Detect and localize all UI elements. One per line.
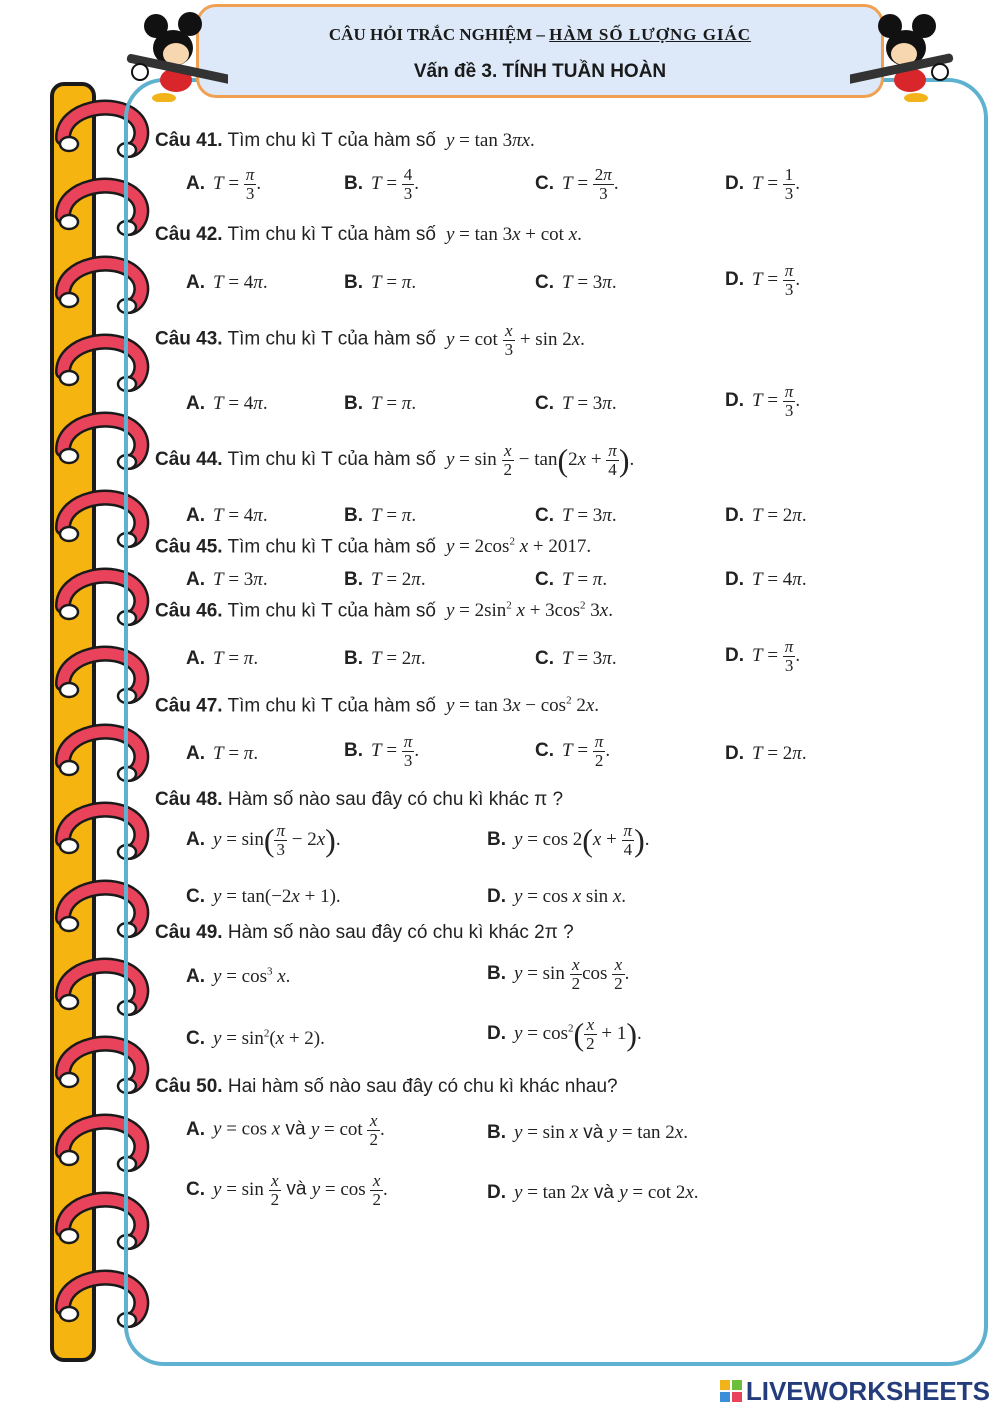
- option-43-a[interactable]: A. T = 4π.: [186, 393, 268, 414]
- option-41-c[interactable]: C. T = $\frac{2\pi}{3}$ .: [535, 165, 619, 203]
- option-43-c[interactable]: C. T = 3π.: [535, 393, 617, 414]
- question-41-expr: y = tan 3πx.: [445, 130, 535, 151]
- question-44: Câu 44. Tìm chu kì T của hàm số y = sin $\frac{x}{2}$ − tan(2x + $\frac{\pi}{4}$ ).: [155, 441, 635, 479]
- option-42-b[interactable]: B. T = π.: [344, 272, 417, 293]
- option-48-d[interactable]: D. y = cos x sin x.: [487, 886, 627, 907]
- topic-title: HÀM SỐ LƯỢNG GIÁC: [549, 25, 752, 44]
- option-50-a[interactable]: A. y = cos x và y = cot $\frac{x}{2}$ .: [186, 1111, 385, 1149]
- option-45-d[interactable]: D. T = 4π.: [725, 569, 807, 590]
- option-47-a[interactable]: A. T = π.: [186, 743, 259, 764]
- liveworksheets-logo-icon: [720, 1380, 742, 1402]
- option-47-d[interactable]: D. T = 2π.: [725, 743, 807, 764]
- question-47: Câu 47. Tìm chu kì T của hàm số $y = \tan 3x - \cos^2 2x$.: [155, 695, 599, 717]
- section-title: Vấn đề 3. TÍNH TUẦN HOÀN: [413, 61, 667, 82]
- option-47-b[interactable]: B. T = $\frac{\pi}{3}$ .: [344, 732, 420, 770]
- option-49-b[interactable]: B. y = sin $\frac{x}{2}$ cos $\frac{x}{2}$ .: [487, 955, 630, 993]
- question-42: Câu 42. Tìm chu kì T của hàm số y = tan 3x + cot x.: [155, 224, 582, 245]
- option-43-b[interactable]: B. T = π.: [344, 393, 417, 414]
- option-47-c[interactable]: C. T = $\frac{\pi}{2}$ .: [535, 732, 611, 770]
- option-46-c[interactable]: C. T = 3π.: [535, 648, 617, 669]
- option-50-b[interactable]: B. y = sin x và y = tan 2x.: [487, 1122, 688, 1143]
- option-48-b[interactable]: B. y = cos 2(x + $\frac{\pi}{4}$ ).: [487, 821, 650, 859]
- option-43-d[interactable]: D. T = $\frac{\pi}{3}$ .: [725, 382, 801, 420]
- option-46-d[interactable]: D. T = $\frac{\pi}{3}$ .: [725, 637, 801, 675]
- option-44-a[interactable]: A. T = 4π.: [186, 505, 268, 526]
- option-41-b[interactable]: B. T = $\frac{4}{3}$ .: [344, 165, 420, 203]
- question-50: Câu 50. Hai hàm số nào sau đây có chu kì khác nhau?: [155, 1076, 618, 1097]
- question-43: Câu 43. Tìm chu kì T của hàm số y = cot $\frac{x}{3}$ + sin 2x.: [155, 321, 585, 359]
- option-48-c[interactable]: C. y = tan(−2x + 1).: [186, 886, 341, 907]
- question-48: Câu 48. Hàm số nào sau đây có chu kì khác π ?: [155, 789, 564, 810]
- liveworksheets-logo: LIVEWORKSHEETS: [720, 1376, 990, 1407]
- option-45-c[interactable]: C. T = π.: [535, 569, 608, 590]
- option-41-d[interactable]: D. T = $\frac{1}{3}$ .: [725, 165, 801, 203]
- option-45-a[interactable]: A. T = 3π.: [186, 569, 268, 590]
- option-41-a[interactable]: A. T = $\frac{\pi}{3}$ .: [186, 165, 262, 203]
- option-49-d[interactable]: D. $y = \cos^2$( $\frac{x}{2}$ + 1).: [487, 1015, 642, 1053]
- option-48-a[interactable]: A. y = sin( $\frac{\pi}{3}$ − 2x).: [186, 821, 341, 859]
- question-41: Câu 41. Tìm chu kì T của hàm số y = tan 3πx.: [155, 130, 535, 151]
- option-49-c[interactable]: C. $y = \sin^2(x + 2)$.: [186, 1028, 325, 1050]
- option-42-a[interactable]: A. T = 4π.: [186, 272, 268, 293]
- option-44-d[interactable]: D. T = 2π.: [725, 505, 807, 526]
- option-44-b[interactable]: B. T = π.: [344, 505, 417, 526]
- option-44-c[interactable]: C. T = 3π.: [535, 505, 617, 526]
- option-46-b[interactable]: B. T = 2π.: [344, 648, 426, 669]
- option-45-b[interactable]: B. T = 2π.: [344, 569, 426, 590]
- question-49: Câu 49. Hàm số nào sau đây có chu kì khác 2π ?: [155, 922, 574, 943]
- option-49-a[interactable]: A. $y = \cos^3 x$.: [186, 966, 291, 988]
- page-title: CÂU HỎI TRẮC NGHIỆM – HÀM SỐ LƯỢNG GIÁC: [328, 25, 752, 44]
- option-42-c[interactable]: C. T = 3π.: [535, 272, 617, 293]
- question-45: Câu 45. Tìm chu kì T của hàm số $y = 2\cos^2$ x + 2017.: [155, 536, 592, 558]
- option-50-d[interactable]: D. y = tan 2x và y = cot 2x.: [487, 1182, 699, 1203]
- question-46: Câu 46. Tìm chu kì T của hàm số $y = 2\sin^2$ $x + 3\cos^2$ 3x.: [155, 600, 613, 622]
- option-42-d[interactable]: D. T = $\frac{\pi}{3}$ .: [725, 261, 801, 299]
- option-50-c[interactable]: C. y = sin $\frac{x}{2}$ và y = cos $\frac{x}{2}$ .: [186, 1171, 388, 1209]
- option-46-a[interactable]: A. T = π.: [186, 648, 259, 669]
